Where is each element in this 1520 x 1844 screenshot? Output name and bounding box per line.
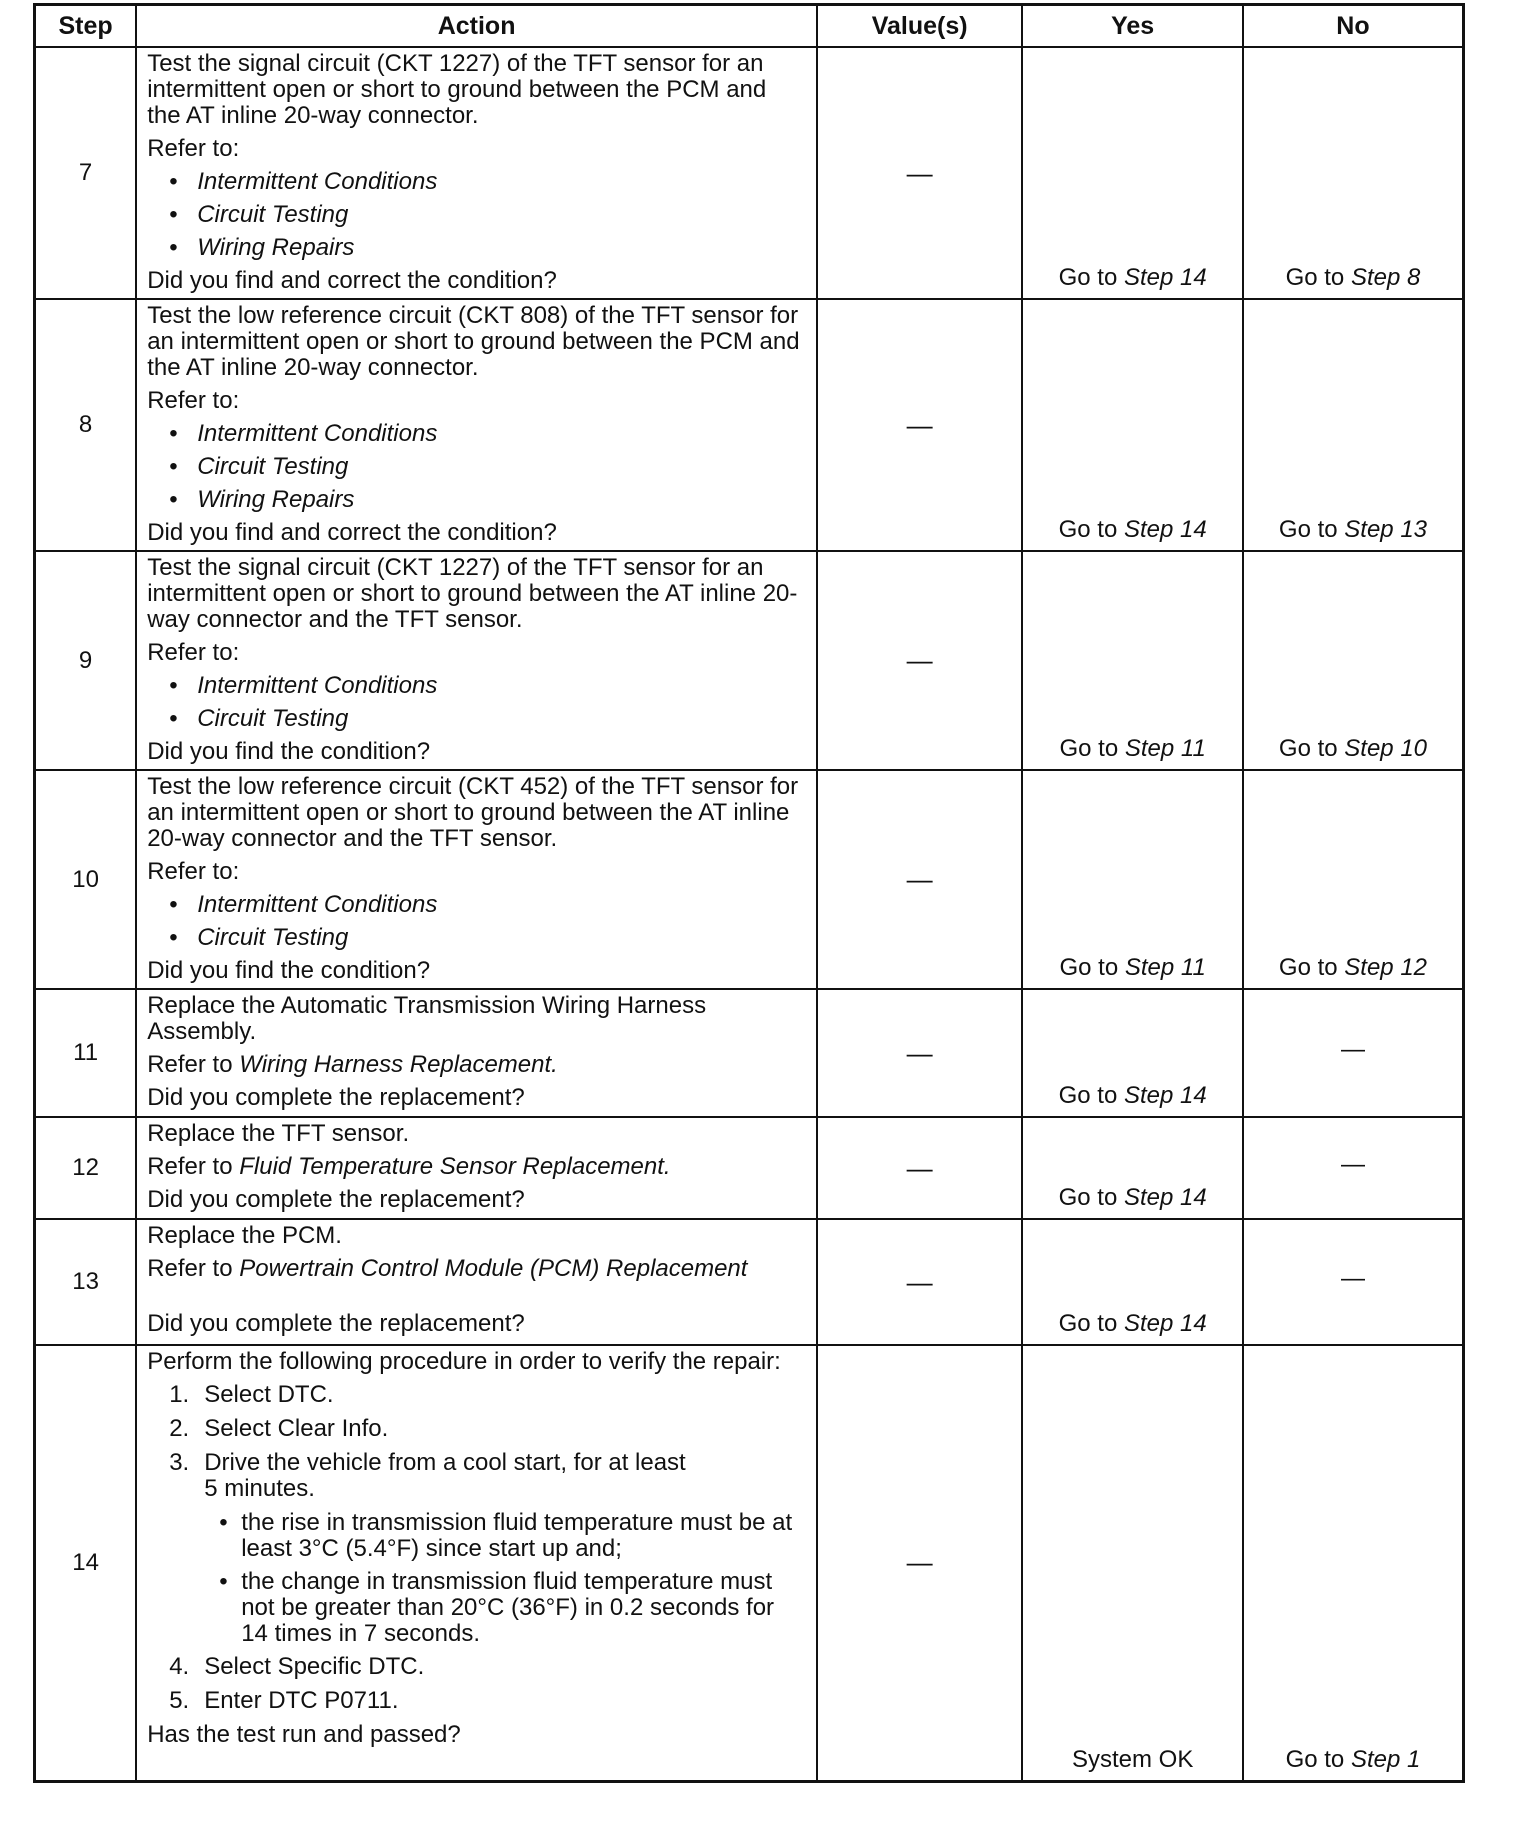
reference-link[interactable]: Intermittent Conditions [197,672,438,699]
value-cell: — [817,47,1022,299]
reference-link[interactable]: Intermittent Conditions [197,168,438,195]
no-step-link[interactable]: Step 13 [1344,516,1428,543]
yes-step-link[interactable]: Step 11 [1124,735,1206,762]
reference-link[interactable]: Wiring Harness Replacement. [239,1051,558,1078]
no-cell: — [1243,989,1464,1117]
table-row [35,989,1464,1117]
no-cell: — [1243,1117,1464,1219]
no-cell: — [1243,1219,1464,1345]
step-number: 14 [35,1345,137,1781]
yes-cell: Go to Step 14 [1022,299,1243,551]
table-row [35,1219,1464,1345]
list-item: 1. Select DTC. [169,1381,334,1408]
header-yes: Yes [1022,5,1243,48]
action-intro: Replace the Automatic Transmission Wiring Harness Assembly. [147,992,707,1045]
header-values: Value(s) [817,5,1022,48]
yes-cell: System OK [1022,1345,1243,1781]
action-cell [136,770,817,989]
action-intro: Test the signal circuit (CKT 1227) of the TFT sensor for an intermittent open or short to ground between the AT inline 20-way connector and the TFT sensor. [147,554,798,633]
action-cell [136,1219,817,1345]
reference-link[interactable]: Circuit Testing [197,201,349,228]
no-step-link[interactable]: Step 10 [1344,735,1428,762]
diagnostic-table [33,3,1465,1783]
list-item: 4. Select Specific DTC. [169,1653,425,1680]
value-cell: — [817,1345,1022,1781]
yes-cell: Go to Step 14 [1022,1117,1243,1219]
refer-line: Refer to Wiring Harness Replacement. [147,1051,558,1078]
reference-link[interactable]: Wiring Repairs [197,486,355,513]
refer-label: Refer to: [147,858,240,885]
step-number: 7 [35,47,137,299]
list-item: • the change in transmission fluid temperature must not be greater than 20°C (36°F) in 0.2 seconds for 14 times in 7 seconds. [219,1568,775,1647]
yes-cell: Go to Step 14 [1022,1219,1243,1345]
value-cell: — [817,299,1022,551]
step-number: 13 [35,1219,137,1345]
no-cell: Go to Step 8 [1243,47,1464,299]
refer-line: Refer to Powertrain Control Module (PCM) Replacement [147,1255,748,1282]
action-cell [136,47,817,299]
reference-link[interactable]: Circuit Testing [197,705,349,732]
refer-line: Refer to Fluid Temperature Sensor Replacement. [147,1153,671,1180]
action-question: Did you find the condition? [147,738,431,765]
action-cell [136,551,817,770]
list-item: • Intermittent Conditions [169,672,438,699]
yes-cell: Go to Step 14 [1022,47,1243,299]
list-item: • Wiring Repairs [169,234,355,261]
header-no: No [1243,5,1464,48]
no-step-link[interactable]: Step 8 [1350,264,1421,291]
action-cell [136,1345,817,1781]
list-item: • Circuit Testing [169,924,349,951]
table-row [35,551,1464,770]
list-item: • Intermittent Conditions [169,420,438,447]
list-item: • Circuit Testing [169,705,349,732]
list-item: 3. Drive the vehicle from a cool start, for at least 5 minutes. [169,1449,686,1502]
table-row [35,299,1464,551]
reference-link[interactable]: Intermittent Conditions [197,891,438,918]
action-question: Did you complete the replacement? [147,1310,525,1337]
header-row [35,5,1464,48]
yes-step-link[interactable]: Step 11 [1124,954,1206,981]
step-number: 9 [35,551,137,770]
list-item: • Circuit Testing [169,453,349,480]
yes-step-link[interactable]: Step 14 [1123,264,1207,291]
reference-link[interactable]: Wiring Repairs [197,234,355,261]
action-question: Did you find the condition? [147,957,431,984]
value-cell: — [817,770,1022,989]
no-step-link[interactable]: Step 1 [1350,1745,1421,1773]
no-step-link[interactable]: Step 12 [1344,954,1428,981]
yes-cell: Go to Step 14 [1022,989,1243,1117]
action-question: Did you find and correct the condition? [147,519,557,546]
action-intro: Test the signal circuit (CKT 1227) of the TFT sensor for an intermittent open or short to ground between the PCM and the AT inline 20-way connector. [147,50,767,129]
reference-link[interactable]: Fluid Temperature Sensor Replacement. [239,1153,671,1180]
yes-step-link[interactable]: Step 14 [1123,1082,1207,1109]
list-item: • Intermittent Conditions [169,891,438,918]
action-cell [136,299,817,551]
action-cell [136,1117,817,1219]
value-cell: — [817,1219,1022,1345]
list-item: • Circuit Testing [169,201,349,228]
action-question: Did you complete the replacement? [147,1186,525,1213]
reference-link[interactable]: Circuit Testing [197,924,349,951]
step-number: 12 [35,1117,137,1219]
header-action: Action [136,5,817,48]
reference-link[interactable]: Intermittent Conditions [197,420,438,447]
yes-cell: Go to Step 11 [1022,551,1243,770]
no-cell: Go to Step 13 [1243,299,1464,551]
yes-cell: Go to Step 11 [1022,770,1243,989]
yes-step-link[interactable]: Step 14 [1123,516,1207,543]
table-row [35,47,1464,299]
list-item: • Wiring Repairs [169,486,355,513]
action-intro: Test the low reference circuit (CKT 808) of the TFT sensor for an intermittent open or short to ground between the PCM and the AT inline 20-way connector. [147,302,800,381]
no-cell: Go to Step 12 [1243,770,1464,989]
action-intro: Test the low reference circuit (CKT 452) of the TFT sensor for an intermittent open or short to ground between the AT inline 20-way connector and the TFT sensor. [147,773,799,852]
action-question: Did you complete the replacement? [147,1084,525,1111]
action-intro: Replace the TFT sensor. [147,1120,410,1147]
step-number: 10 [35,770,137,989]
header-step: Step [35,5,137,48]
refer-label: Refer to: [147,639,240,666]
table-row [35,1117,1464,1219]
action-question: Did you find and correct the condition? [147,267,557,294]
reference-link[interactable]: Powertrain Control Module (PCM) Replacement [239,1255,748,1282]
value-cell: — [817,551,1022,770]
list-item: • Intermittent Conditions [169,168,438,195]
step-number: 8 [35,299,137,551]
no-cell: Go to Step 1 [1243,1345,1464,1781]
yes-step-link[interactable]: Step 14 [1123,1310,1207,1337]
list-item: 2. Select Clear Info. [169,1415,389,1442]
table-row [35,770,1464,989]
list-item: 5. Enter DTC P0711. [169,1687,399,1714]
list-item: • the rise in transmission fluid temperature must be at least 3°C (5.4°F) since start up and; [219,1509,793,1562]
no-cell: Go to Step 10 [1243,551,1464,770]
step-number: 11 [35,989,137,1117]
action-cell [136,989,817,1117]
action-question: Has the test run and passed? [147,1721,461,1748]
value-cell: — [817,989,1022,1117]
refer-label: Refer to: [147,135,240,162]
value-cell: — [817,1117,1022,1219]
yes-step-link[interactable]: Step 14 [1123,1184,1207,1211]
action-intro: Replace the PCM. [147,1222,342,1249]
action-intro: Perform the following procedure in order to verify the repair: [147,1348,781,1375]
refer-label: Refer to: [147,387,240,414]
reference-link[interactable]: Circuit Testing [197,453,349,480]
table-row [35,1345,1464,1781]
